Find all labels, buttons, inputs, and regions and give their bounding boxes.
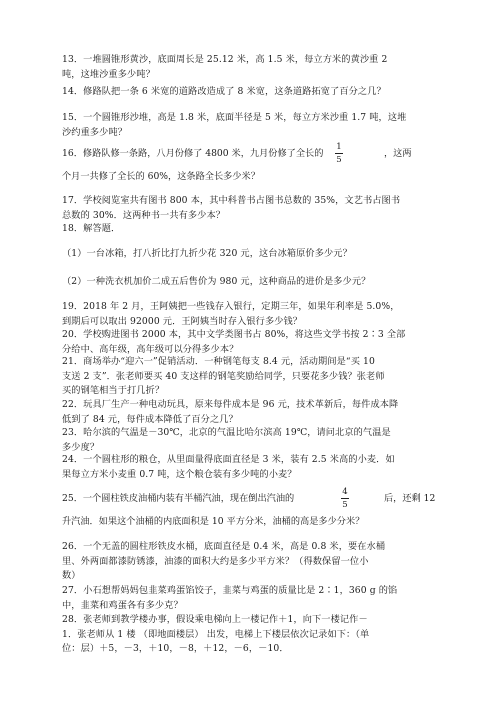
question-16-part-2: ，这两 (384, 148, 412, 159)
question-14 (62, 85, 452, 100)
question-25-part-1: 25．一个圆柱铁皮油桶内装有半桶汽油，现在倒出汽油的 (62, 493, 295, 504)
question-28-line-2: 1．张老师从 1 楼 （即地面楼层） 出发，电梯上下楼层依次记录如下：（单 (62, 628, 370, 640)
question-20-line-2: 分给中、高年级，高年级可以分得多少本？ (62, 343, 239, 355)
question-15 (62, 111, 452, 140)
question-22-line-2: 低到了 84 元，每件成本降低了百分之几？ (62, 413, 238, 425)
question-27-line-2: 中，韭菜和鸡蛋各有多少克？ (62, 599, 183, 611)
fraction-numerator: 4 (342, 487, 348, 497)
question-21-line-1: 21．商场举办“迎六一”促销活动．一种钢笔每支 8.4 元，活动期间是“买 10 (62, 356, 375, 367)
question-21-line-2: 支送 2 支”．张老师要买 40 支这样的钢笔奖励给同学，只要花多少钱？张老师 (62, 370, 385, 382)
question-28 (62, 613, 452, 657)
question-16-part-1: 16．修路队修一条路，八月份修了 4800 米，九月份修了全长的 (62, 148, 324, 159)
question-19 (62, 300, 452, 329)
question-28-line-3: 位：层）＋5，－3，＋10，－8，＋12，－6，－10． (62, 643, 289, 655)
fraction-bar (335, 153, 343, 154)
fraction-bar (341, 498, 349, 499)
question-16-line-2: 个月一共修了全长的 60%，这条路全长多少米？ (62, 171, 260, 182)
fraction-denominator: 5 (336, 155, 342, 165)
question-24-line-1: 24．一个圆柱形的粮仓，从里面量得底面直径是 3 米，装有 2.5 米高的小麦．如 (62, 454, 395, 465)
question-27 (62, 584, 452, 613)
question-22-line-1: 22．玩具厂生产一种电动玩具，原来每件成本是 96 元，技术革新后，每件成本降 (62, 399, 399, 410)
question-16-fraction (334, 142, 344, 165)
question-13 (62, 53, 452, 82)
question-15-line-2: 沙约重多少吨？ (62, 126, 128, 138)
question-15-line-1: 15．一个圆锥形沙堆，高是 1.8 米，底面半径是 5 米，每立方米沙重 1.7 吨，这堆 (62, 112, 407, 123)
question-17 (62, 194, 452, 223)
question-26-line-3: 数） (62, 570, 81, 582)
question-21-line-3: 买的钢笔相当于打几折？ (62, 385, 165, 397)
question-17-line-2: 总数的 30%．这两种书一共有多少本？ (62, 209, 226, 221)
question-24 (62, 453, 452, 482)
question-17-line-1: 17．学校阅览室共有图书 800 本，其中科普书占图书总数的 35%，文艺书占图书 (62, 195, 401, 206)
question-14-line-1: 14．修路队把一条 6 米宽的道路改造成了 8 米宽，这条道路拓宽了百分之几？ (62, 86, 386, 97)
question-25-part-2: 后，还剩 12 (384, 493, 436, 504)
question-28-line-1: 28．张老师到教学楼办事，假设乘电梯向上一楼记作＋1，向下一楼记作－ (62, 614, 368, 625)
question-21 (62, 355, 452, 399)
question-13-line-2: 吨，这堆沙重多少吨？ (62, 68, 155, 80)
question-19-line-2: 到期后可以取出 92000 元．王阿姨当时存入银行多少钱？ (62, 315, 303, 327)
question-24-line-2: 果每立方米小麦重 0.7 吨，这个粮仓装有多少吨的小麦？ (62, 468, 297, 480)
question-23 (62, 426, 452, 455)
question-18-line-1: 18．解答题． (62, 223, 121, 234)
question-26 (62, 540, 452, 584)
fraction-denominator: 5 (342, 500, 348, 510)
fraction-numerator: 1 (336, 142, 342, 152)
question-20-line-1: 20．学校购进图书 2000 本，其中文学类图书占 80%，将这些文学书按 2∶3 全部 (62, 329, 406, 340)
question-18-sub-2: （2）一种洗衣机加价二成五后售价为 980 元，这种商品的进价是多少元？ (62, 276, 371, 287)
question-13-line-1: 13．一堆圆锥形黄沙，底面周长是 25.12 米，高 1.5 米，每立方米的黄沙重 2 (62, 54, 388, 65)
question-18-sub-1: （1）一台冰箱，打八折比打九折少花 320 元，这台冰箱原价多少元？ (62, 248, 352, 259)
question-26-line-2: 里、外两面都漆防锈漆，油漆的面积大约是多少平方米？（得数保留一位小 (62, 555, 369, 567)
question-19-line-1: 19．2018 年 2 月，王阿姨把一些钱存入银行，定期三年，如果年利率是 5.0%， (62, 301, 400, 312)
question-25-line-2: 升汽油．如果这个油桶的内底面积是 10 平方分米，油桶的高是多少分米？ (62, 516, 365, 527)
question-22 (62, 398, 452, 427)
question-20 (62, 328, 452, 357)
question-23-line-2: 多少度？ (62, 441, 100, 453)
question-23-line-1: 23．哈尔滨的气温是－30℃，北京的气温比哈尔滨高 19℃，请问北京的气温是 (62, 427, 391, 438)
question-27-line-1: 27．小石想帮妈妈包韭菜鸡蛋馅饺子，韭菜与鸡蛋的质量比是 2∶1，360 g 的馅 (62, 585, 398, 596)
question-26-line-1: 26．一个无盖的圆柱形铁皮水桶，底面直径是 0.4 米，高是 0.8 米，要在水桶 (62, 541, 386, 552)
question-25-fraction (340, 487, 350, 510)
